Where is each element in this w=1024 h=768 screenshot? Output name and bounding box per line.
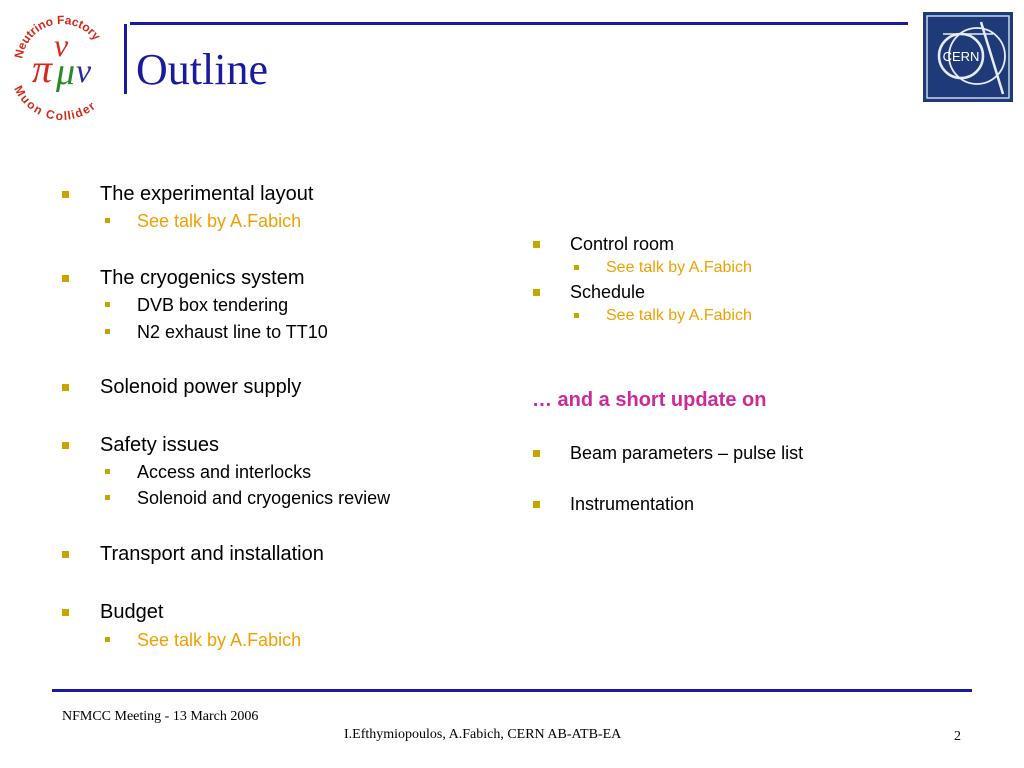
title-accent-bar: [124, 24, 127, 94]
footer-authors: I.Efthymiopoulos, A.Fabich, CERN AB-ATB-EA: [344, 727, 622, 742]
bullet-cryogenics-system: The cryogenics system: [100, 268, 305, 288]
title-rule: [130, 22, 908, 25]
bullet-transport-installation: Transport and installation: [100, 544, 324, 564]
bullet-beam-parameters: Beam parameters – pulse list: [570, 444, 803, 462]
sub-bullet-see-talk: See talk by A.Fabich: [606, 308, 752, 324]
bullet-instrumentation: Instrumentation: [570, 495, 694, 513]
logo-top-text: Neutrino Factory: [11, 12, 104, 60]
bullet-schedule: Schedule: [570, 283, 645, 301]
sub-bullet-see-talk: See talk by A.Fabich: [137, 212, 301, 230]
sub-bullet-dvb-box: DVB box tendering: [137, 296, 288, 314]
cern-logo-text: CERN: [942, 49, 980, 64]
bullet-budget: Budget: [100, 602, 163, 622]
slide-title: Outline: [136, 45, 268, 94]
neutrino-factory-logo: [10, 4, 114, 122]
logo-bottom-text: Muon Collider: [11, 83, 98, 122]
svg-text:π: π: [32, 46, 53, 91]
sub-bullet-n2-exhaust: N2 exhaust line to TT10: [137, 323, 328, 341]
sub-bullet-see-talk: See talk by A.Fabich: [606, 260, 752, 276]
bullet-solenoid-power: Solenoid power supply: [100, 377, 301, 397]
page-number: 2: [954, 729, 961, 744]
bullet-safety-issues: Safety issues: [100, 435, 219, 455]
footer-meeting-info: NFMCC Meeting - 13 March 2006: [62, 709, 259, 724]
sub-bullet-see-talk: See talk by A.Fabich: [137, 631, 301, 649]
bullet-experimental-layout: The experimental layout: [100, 184, 313, 204]
footer-rule: [52, 689, 972, 692]
svg-text:ν: ν: [76, 53, 92, 90]
svg-text:ν: ν: [54, 27, 69, 63]
update-heading: … and a short update on: [532, 389, 767, 411]
bullet-control-room: Control room: [570, 235, 674, 253]
sub-bullet-solenoid-review: Solenoid and cryogenics review: [137, 489, 390, 507]
cern-logo: [923, 12, 1013, 102]
sub-bullet-access-interlocks: Access and interlocks: [137, 463, 311, 481]
svg-text:μ: μ: [56, 51, 76, 93]
